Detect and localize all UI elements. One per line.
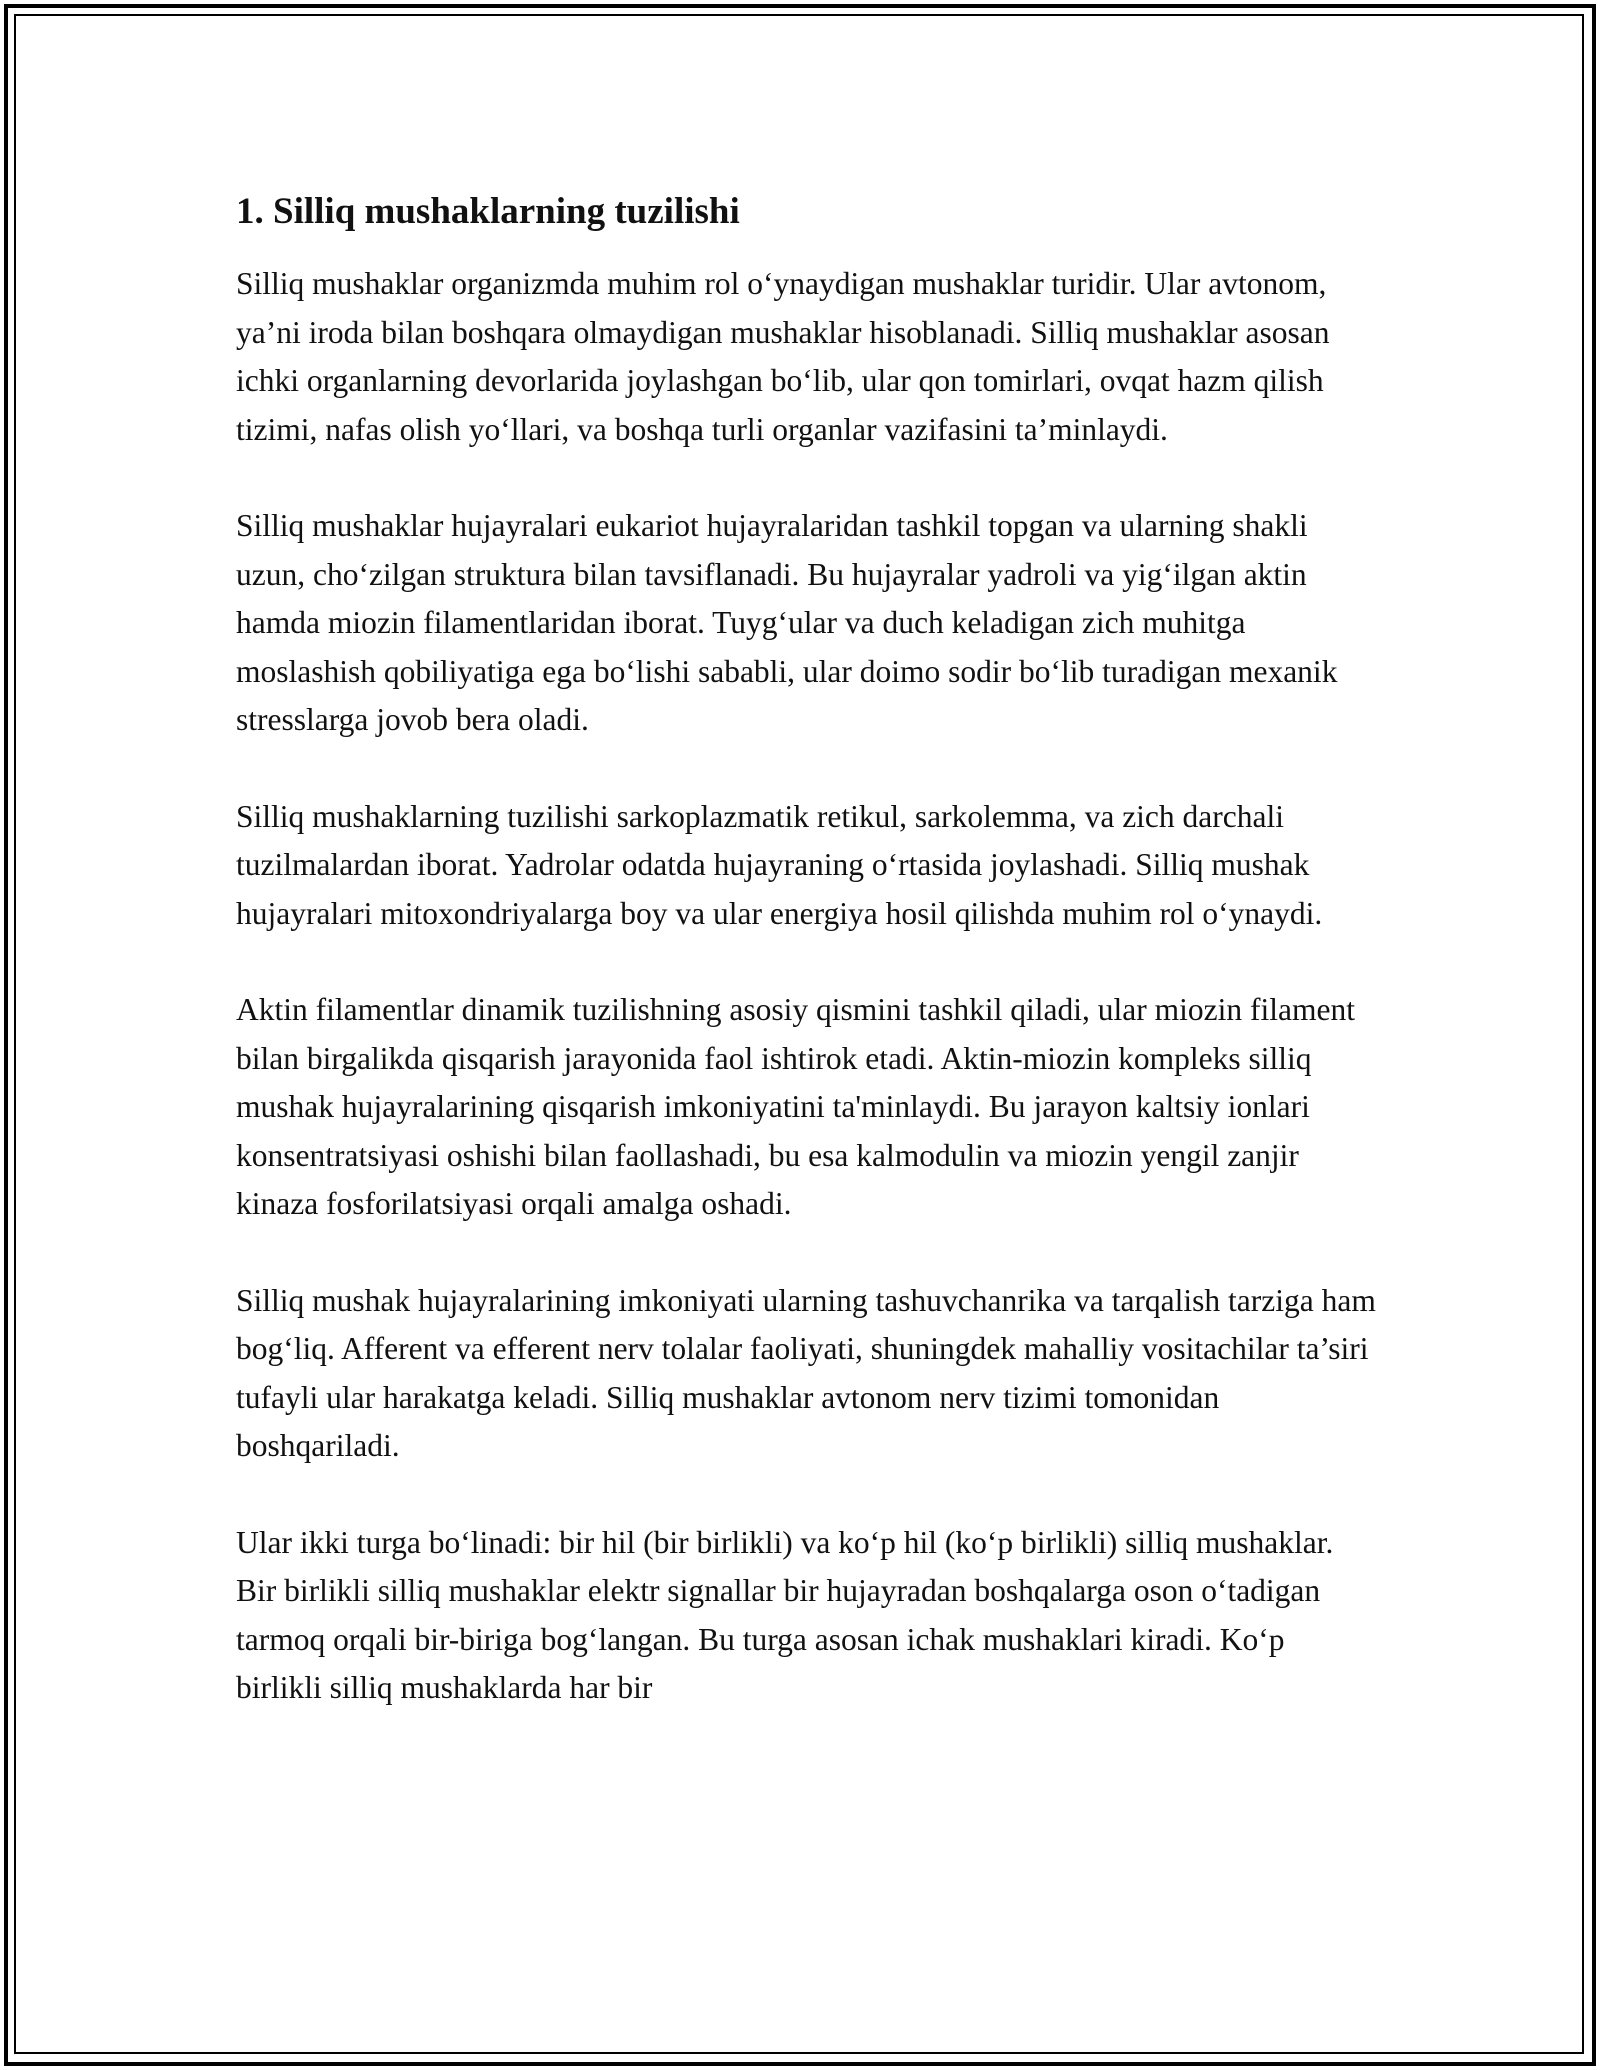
- paragraph-2: Silliq mushaklar hujayralari eukariot hujayralaridan tashkil topgan va ularning shakli uzun, cho‘zilgan struktura bilan tavsiflanadi. Bu hujayralar yadroli va yig‘ilgan aktin hamda miozin filamentlaridan iborat. Tuyg‘ular va duch keladigan zich muhitga moslashish qobiliyatiga ega bo‘lishi sababli, ular doimo sodir bo‘lib turadigan mexanik stresslarga jovob bera oladi.: [236, 508, 1338, 737]
- section-heading: 1. Silliq mushaklarning tuzilishi: [236, 191, 740, 232]
- paragraph-1: Silliq mushaklar organizmda muhim rol o‘ynaydigan mushaklar turidir. Ular avtonom, ya’ni iroda bilan boshqara olmaydigan mushaklar hisoblanadi. Silliq mushaklar asosan ichki organlarning devorlarida joylashgan bo‘lib, ular qon tomirlari, ovqat hazm qilish tizimi, nafas olish yo‘llari, va boshqa turli organlar vazifasini ta’minlaydi.: [236, 266, 1330, 447]
- paragraph-6: Ular ikki turga bo‘linadi: bir hil (bir birlikli) va ko‘p hil (ko‘p birlikli) silliq mushaklar. Bir birlikli silliq mushaklar elektr signallar bir hujayradan boshqalarga oson o‘tadigan tarmoq orqali bir-biriga bog‘langan. Bu turga asosan ichak mushaklari kiradi. Ko‘p birlikli silliq mushaklarda har bir: [236, 1524, 1334, 1705]
- document-body: [236, 186, 1376, 1761]
- paragraph-5: Silliq mushak hujayralarining imkoniyati ularning tashuvchanrika va tarqalish tarziga ham bog‘liq. Afferent va efferent nerv tolalar faoliyati, shuningdek mahalliy vositachilar ta’siri tufayli ular harakatga keladi. Silliq mushaklar avtonom nerv tizimi tomonidan boshqariladi.: [236, 1282, 1376, 1463]
- paragraph-3: Silliq mushaklarning tuzilishi sarkoplazmatik retikul, sarkolemma, va zich darchali tuzilmalardan iborat. Yadrolar odatda hujayraning o‘rtasida joylashadi. Silliq mushak hujayralari mitoxondriyalarga boy va ular energiya hosil qilishda muhim rol o‘ynaydi.: [236, 798, 1323, 931]
- paragraph-4: Aktin filamentlar dinamik tuzilishning asosiy qismini tashkil qiladi, ular miozin filament bilan birgalikda qisqarish jarayonida faol ishtirok etadi. Aktin-miozin kompleks silliq mushak hujayralarining qisqarish imkoniyatini ta'minlaydi. Bu jarayon kaltsiy ionlari konsentratsiyasi oshishi bilan faollashadi, bu esa kalmodulin va miozin yengil zanjir kinaza fosforilatsiyasi orqali amalga oshadi.: [236, 992, 1355, 1221]
